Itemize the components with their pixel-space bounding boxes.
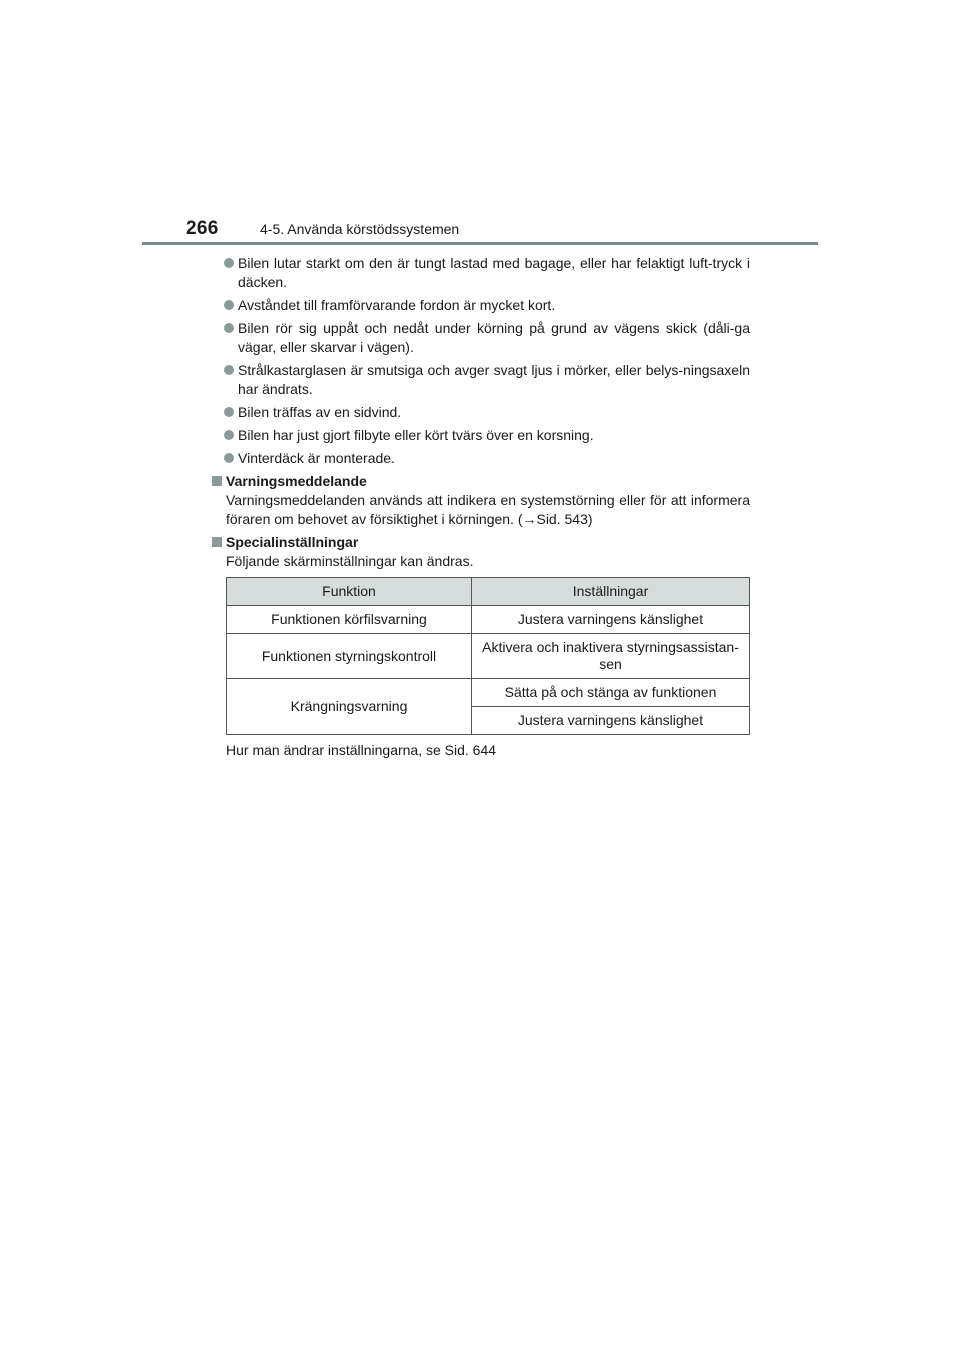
bullet-item bbox=[210, 296, 750, 315]
table-cell-funktion: Funktionen körfilsvarning bbox=[227, 606, 472, 634]
settings-table bbox=[226, 577, 750, 735]
header-divider bbox=[142, 242, 818, 245]
table-row bbox=[227, 679, 750, 707]
special-heading-text: Specialinställningar bbox=[226, 534, 359, 550]
bullet-item bbox=[210, 449, 750, 468]
bullet-text: Strålkastarglasen är smutsiga och avger svagt ljus i mörker, eller belys-ningsaxeln har ändrats. bbox=[238, 362, 750, 397]
footer-note: Hur man ändrar inställningarna, se Sid. 644 bbox=[226, 742, 497, 758]
special-heading bbox=[210, 533, 750, 552]
warning-text: Varningsmeddelanden används att indikera en systemstörning eller för att informera föraren om behovet av försiktighet i körningen. (→Sid. 543) bbox=[226, 492, 750, 527]
bullet-dot-icon bbox=[224, 300, 234, 310]
bullet-text: Avståndet till framförvarande fordon är mycket kort. bbox=[238, 297, 556, 313]
bullet-item bbox=[210, 361, 750, 399]
bullet-item bbox=[210, 254, 750, 292]
square-bullet-icon bbox=[212, 537, 222, 547]
bullet-dot-icon bbox=[224, 407, 234, 417]
table-cell-installning: Justera varningens känslighet bbox=[472, 606, 750, 634]
page-number: 266 bbox=[186, 218, 219, 239]
table-cell-installning: Aktivera och inaktivera styrningsassistan-sen bbox=[472, 634, 750, 679]
bullet-text: Vinterdäck är monterade. bbox=[238, 450, 395, 466]
table-row bbox=[227, 634, 750, 679]
bullet-text: Bilen träffas av en sidvind. bbox=[238, 404, 402, 420]
square-bullet-icon bbox=[212, 476, 222, 486]
bullet-dot-icon bbox=[224, 365, 234, 375]
section-title: 4-5. Använda körstödssystemen bbox=[260, 221, 460, 237]
table-cell-funktion: Funktionen styrningskontroll bbox=[227, 634, 472, 679]
warning-heading bbox=[210, 472, 750, 491]
table-header-row bbox=[227, 578, 750, 606]
bullet-text: Bilen rör sig uppåt och nedåt under körning på grund av vägens skick (dåli-ga vägar, eller skarvar i vägen). bbox=[238, 320, 750, 355]
bullet-text: Bilen har just gjort filbyte eller kört tvärs över en korsning. bbox=[238, 427, 594, 443]
bullet-dot-icon bbox=[224, 323, 234, 333]
bullet-dot-icon bbox=[224, 453, 234, 463]
bullet-text: Bilen lutar starkt om den är tungt lastad med bagage, eller har felaktigt luft-tryck i däcken. bbox=[238, 255, 750, 290]
page-content bbox=[210, 254, 750, 760]
bullet-item bbox=[210, 426, 750, 445]
table-row bbox=[227, 606, 750, 634]
settings-table-wrap bbox=[226, 577, 750, 735]
special-text: Följande skärminställningar kan ändras. bbox=[226, 553, 474, 569]
column-header-installningar: Inställningar bbox=[472, 578, 750, 606]
bullet-dot-icon bbox=[224, 258, 234, 268]
table-cell-installning: Sätta på och stänga av funktionen bbox=[472, 679, 750, 707]
bullet-item bbox=[210, 403, 750, 422]
table-cell-installning: Justera varningens känslighet bbox=[472, 707, 750, 735]
bullet-item bbox=[210, 319, 750, 357]
bullet-dot-icon bbox=[224, 430, 234, 440]
warning-heading-text: Varningsmeddelande bbox=[226, 473, 367, 489]
column-header-funktion: Funktion bbox=[227, 578, 472, 606]
table-cell-funktion: Krängningsvarning bbox=[227, 679, 472, 735]
